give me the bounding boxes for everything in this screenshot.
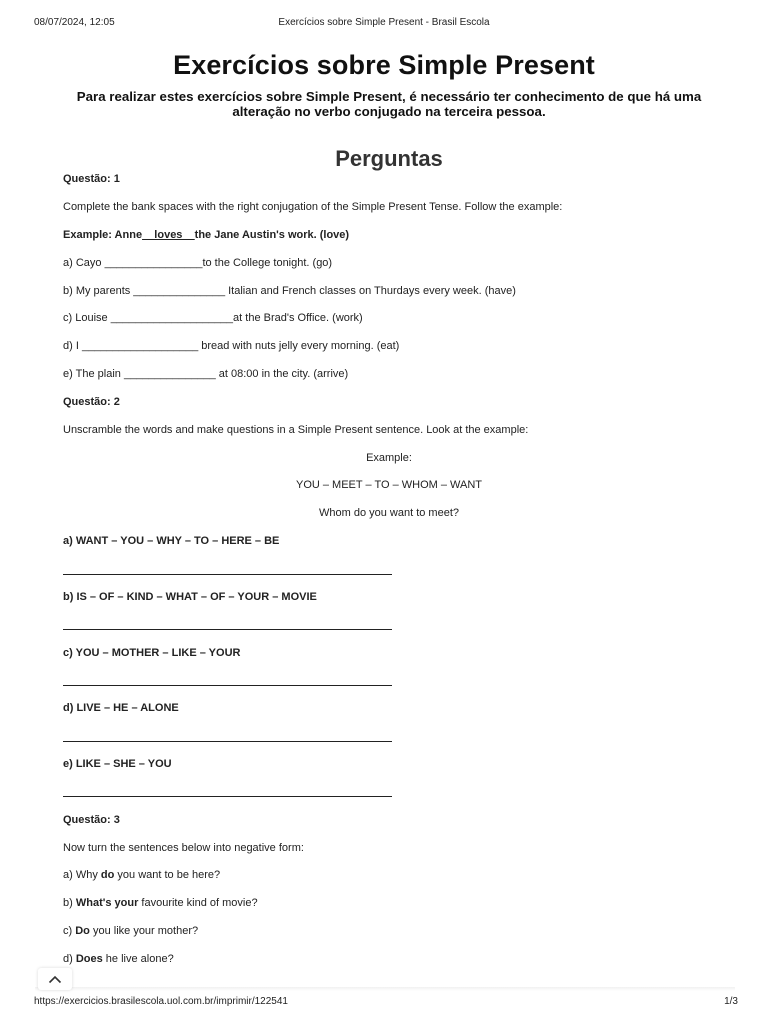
question-2-item-d: d) LIVE – HE – ALONE bbox=[63, 702, 179, 714]
scroll-to-top-button[interactable] bbox=[38, 968, 72, 990]
question-2-item-a: a) WANT – YOU – WHY – TO – HERE – BE bbox=[63, 535, 280, 547]
item-suffix: you like your mother? bbox=[89, 925, 199, 937]
question-2-item-c: c) YOU – MOTHER – LIKE – YOUR bbox=[63, 647, 241, 659]
item-prefix: c) bbox=[63, 925, 76, 937]
item-suffix: you want to be here? bbox=[114, 869, 221, 881]
print-page-title: Exercícios sobre Simple Present - Brasil Escola bbox=[278, 17, 490, 28]
question-1-item-b: b) My parents _______________ Italian and French classes on Thurdays every week. (have) bbox=[63, 285, 516, 297]
print-footer bbox=[0, 996, 768, 1010]
footer-divider bbox=[35, 987, 735, 991]
question-3-item-c bbox=[63, 924, 198, 938]
question-3-instruction: Now turn the sentences below into negative form: bbox=[63, 842, 304, 854]
item-bold: What's your bbox=[75, 897, 139, 909]
question-2-label: Questão: 2 bbox=[63, 396, 120, 408]
item-prefix: d) bbox=[63, 953, 76, 965]
question-2-item-e: e) LIKE – SHE – YOU bbox=[63, 758, 172, 770]
print-date: 08/07/2024, 12:05 bbox=[34, 17, 115, 28]
print-header bbox=[0, 17, 768, 31]
print-url: https://exercicios.brasilescola.uol.com.br/imprimir/122541 bbox=[34, 996, 288, 1007]
question-2-example-words: YOU – MEET – TO – WHOM – WANT bbox=[295, 479, 482, 491]
question-2-example-label: Example: bbox=[366, 452, 412, 464]
question-1-label: Questão: 1 bbox=[63, 173, 120, 185]
question-1-item-a: a) Cayo ________________to the College tonight. (go) bbox=[63, 257, 333, 269]
page-number: 1/3 bbox=[724, 996, 738, 1007]
item-prefix: a) Why bbox=[63, 869, 101, 881]
chevron-up-icon bbox=[48, 975, 62, 984]
answer-line bbox=[63, 629, 392, 630]
example-prefix: Example: Anne bbox=[63, 229, 143, 241]
question-1-instruction: Complete the bank spaces with the right conjugation of the Simple Present Tense. Follow the example: bbox=[63, 201, 563, 213]
question-1-item-d: d) I ___________________ bread with nuts jelly every morning. (eat) bbox=[63, 340, 400, 352]
page-subtitle: Para realizar estes exercícios sobre Simple Present, é necessário ter conhecimento de que há uma alteração no verbo conjugado na terceira pessoa. bbox=[76, 89, 702, 119]
answer-line bbox=[63, 741, 392, 742]
question-3-item-b bbox=[63, 896, 258, 910]
example-answer: __loves__ bbox=[142, 229, 195, 241]
item-bold: Do bbox=[75, 925, 90, 937]
answer-line bbox=[63, 574, 392, 575]
example-suffix: the Jane Austin's work. (love) bbox=[194, 229, 350, 241]
question-1-example bbox=[63, 228, 349, 242]
question-3-label: Questão: 3 bbox=[63, 814, 120, 826]
page-title: Exercícios sobre Simple Present bbox=[173, 50, 595, 80]
question-3-item-d bbox=[63, 952, 174, 966]
answer-line bbox=[63, 685, 392, 686]
item-bold: Does bbox=[75, 953, 103, 965]
question-1-item-e: e) The plain _______________ at 08:00 in the city. (arrive) bbox=[63, 368, 349, 380]
item-suffix: he live alone? bbox=[102, 953, 174, 965]
item-suffix: favourite kind of movie? bbox=[138, 897, 258, 909]
question-2-item-b: b) IS – OF – KIND – WHAT – OF – YOUR – MOVIE bbox=[63, 591, 317, 603]
answer-line bbox=[63, 796, 392, 797]
question-1-item-c: c) Louise ____________________at the Brad's Office. (work) bbox=[63, 312, 363, 324]
question-3-item-a bbox=[63, 868, 220, 882]
question-2-instruction: Unscramble the words and make questions in a Simple Present sentence. Look at the example: bbox=[63, 424, 529, 436]
item-bold: do bbox=[100, 869, 115, 881]
question-2-example-answer: Whom do you want to meet? bbox=[318, 507, 459, 519]
item-prefix: b) bbox=[63, 897, 76, 909]
section-title: Perguntas bbox=[335, 146, 443, 171]
